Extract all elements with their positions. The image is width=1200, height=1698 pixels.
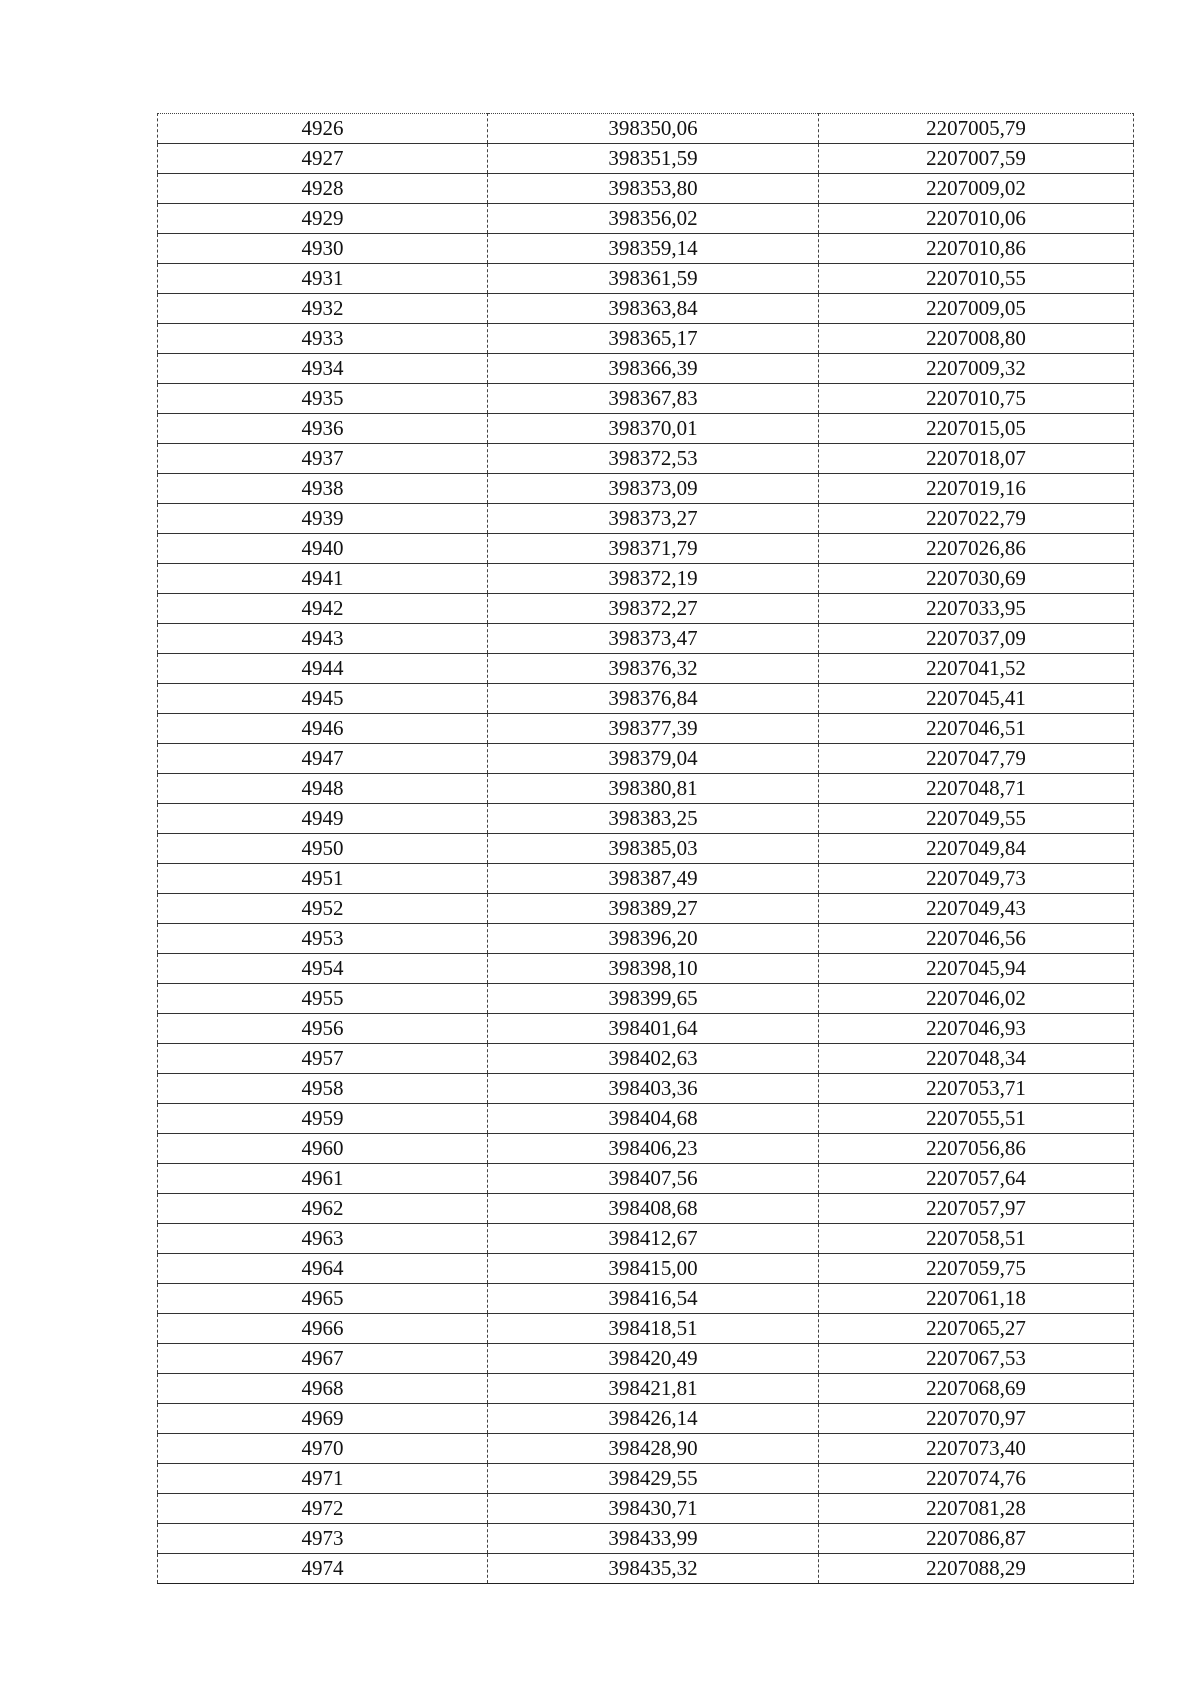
table-row bbox=[158, 654, 1134, 684]
x-coordinate-cell: 398370,01 bbox=[488, 414, 819, 444]
x-coordinate-cell: 398416,54 bbox=[488, 1284, 819, 1314]
x-coordinate-cell: 398398,10 bbox=[488, 954, 819, 984]
table-row bbox=[158, 1194, 1134, 1224]
point-number-cell: 4929 bbox=[158, 204, 488, 234]
x-coordinate-cell: 398387,49 bbox=[488, 864, 819, 894]
x-coordinate-cell: 398372,19 bbox=[488, 564, 819, 594]
table-row bbox=[158, 114, 1134, 144]
y-coordinate-cell: 2207061,18 bbox=[819, 1284, 1134, 1314]
y-coordinate-cell: 2207045,41 bbox=[819, 684, 1134, 714]
y-coordinate-cell: 2207041,52 bbox=[819, 654, 1134, 684]
y-coordinate-cell: 2207073,40 bbox=[819, 1434, 1134, 1464]
x-coordinate-cell: 398430,71 bbox=[488, 1494, 819, 1524]
y-coordinate-cell: 2207010,55 bbox=[819, 264, 1134, 294]
x-coordinate-cell: 398356,02 bbox=[488, 204, 819, 234]
y-coordinate-cell: 2207022,79 bbox=[819, 504, 1134, 534]
y-coordinate-cell: 2207046,51 bbox=[819, 714, 1134, 744]
point-number-cell: 4928 bbox=[158, 174, 488, 204]
y-coordinate-cell: 2207055,51 bbox=[819, 1104, 1134, 1134]
table-row bbox=[158, 1134, 1134, 1164]
y-coordinate-cell: 2207086,87 bbox=[819, 1524, 1134, 1554]
table-row bbox=[158, 414, 1134, 444]
point-number-cell: 4966 bbox=[158, 1314, 488, 1344]
x-coordinate-cell: 398373,27 bbox=[488, 504, 819, 534]
x-coordinate-cell: 398426,14 bbox=[488, 1404, 819, 1434]
point-number-cell: 4954 bbox=[158, 954, 488, 984]
table-row bbox=[158, 1344, 1134, 1374]
x-coordinate-cell: 398408,68 bbox=[488, 1194, 819, 1224]
point-number-cell: 4934 bbox=[158, 354, 488, 384]
y-coordinate-cell: 2207018,07 bbox=[819, 444, 1134, 474]
y-coordinate-cell: 2207049,43 bbox=[819, 894, 1134, 924]
y-coordinate-cell: 2207045,94 bbox=[819, 954, 1134, 984]
y-coordinate-cell: 2207058,51 bbox=[819, 1224, 1134, 1254]
table-row bbox=[158, 804, 1134, 834]
x-coordinate-cell: 398412,67 bbox=[488, 1224, 819, 1254]
y-coordinate-cell: 2207015,05 bbox=[819, 414, 1134, 444]
y-coordinate-cell: 2207033,95 bbox=[819, 594, 1134, 624]
y-coordinate-cell: 2207048,34 bbox=[819, 1044, 1134, 1074]
table-row bbox=[158, 1104, 1134, 1134]
point-number-cell: 4956 bbox=[158, 1014, 488, 1044]
point-number-cell: 4969 bbox=[158, 1404, 488, 1434]
point-number-cell: 4964 bbox=[158, 1254, 488, 1284]
x-coordinate-cell: 398351,59 bbox=[488, 144, 819, 174]
table-row bbox=[158, 264, 1134, 294]
table-row bbox=[158, 1404, 1134, 1434]
point-number-cell: 4938 bbox=[158, 474, 488, 504]
y-coordinate-cell: 2207026,86 bbox=[819, 534, 1134, 564]
y-coordinate-cell: 2207065,27 bbox=[819, 1314, 1134, 1344]
x-coordinate-cell: 398373,09 bbox=[488, 474, 819, 504]
point-number-cell: 4947 bbox=[158, 744, 488, 774]
point-number-cell: 4941 bbox=[158, 564, 488, 594]
x-coordinate-cell: 398366,39 bbox=[488, 354, 819, 384]
x-coordinate-cell: 398418,51 bbox=[488, 1314, 819, 1344]
x-coordinate-cell: 398373,47 bbox=[488, 624, 819, 654]
point-number-cell: 4960 bbox=[158, 1134, 488, 1164]
x-coordinate-cell: 398401,64 bbox=[488, 1014, 819, 1044]
x-coordinate-cell: 398380,81 bbox=[488, 774, 819, 804]
point-number-cell: 4930 bbox=[158, 234, 488, 264]
y-coordinate-cell: 2207074,76 bbox=[819, 1464, 1134, 1494]
point-number-cell: 4940 bbox=[158, 534, 488, 564]
table-row bbox=[158, 1374, 1134, 1404]
point-number-cell: 4961 bbox=[158, 1164, 488, 1194]
table-row bbox=[158, 984, 1134, 1014]
table-row bbox=[158, 1494, 1134, 1524]
point-number-cell: 4948 bbox=[158, 774, 488, 804]
point-number-cell: 4953 bbox=[158, 924, 488, 954]
x-coordinate-cell: 398407,56 bbox=[488, 1164, 819, 1194]
y-coordinate-cell: 2207057,97 bbox=[819, 1194, 1134, 1224]
point-number-cell: 4950 bbox=[158, 834, 488, 864]
y-coordinate-cell: 2207007,59 bbox=[819, 144, 1134, 174]
x-coordinate-cell: 398435,32 bbox=[488, 1554, 819, 1584]
point-number-cell: 4931 bbox=[158, 264, 488, 294]
table-row bbox=[158, 1254, 1134, 1284]
x-coordinate-cell: 398377,39 bbox=[488, 714, 819, 744]
x-coordinate-cell: 398389,27 bbox=[488, 894, 819, 924]
y-coordinate-cell: 2207047,79 bbox=[819, 744, 1134, 774]
y-coordinate-cell: 2207053,71 bbox=[819, 1074, 1134, 1104]
x-coordinate-cell: 398415,00 bbox=[488, 1254, 819, 1284]
x-coordinate-cell: 398353,80 bbox=[488, 174, 819, 204]
y-coordinate-cell: 2207049,73 bbox=[819, 864, 1134, 894]
point-number-cell: 4935 bbox=[158, 384, 488, 414]
point-number-cell: 4927 bbox=[158, 144, 488, 174]
x-coordinate-cell: 398379,04 bbox=[488, 744, 819, 774]
y-coordinate-cell: 2207046,56 bbox=[819, 924, 1134, 954]
table-row bbox=[158, 354, 1134, 384]
x-coordinate-cell: 398383,25 bbox=[488, 804, 819, 834]
x-coordinate-cell: 398421,81 bbox=[488, 1374, 819, 1404]
x-coordinate-cell: 398428,90 bbox=[488, 1434, 819, 1464]
y-coordinate-cell: 2207019,16 bbox=[819, 474, 1134, 504]
point-number-cell: 4945 bbox=[158, 684, 488, 714]
x-coordinate-cell: 398420,49 bbox=[488, 1344, 819, 1374]
x-coordinate-cell: 398376,84 bbox=[488, 684, 819, 714]
x-coordinate-cell: 398371,79 bbox=[488, 534, 819, 564]
y-coordinate-cell: 2207009,32 bbox=[819, 354, 1134, 384]
y-coordinate-cell: 2207048,71 bbox=[819, 774, 1134, 804]
point-number-cell: 4972 bbox=[158, 1494, 488, 1524]
table-row bbox=[158, 744, 1134, 774]
y-coordinate-cell: 2207068,69 bbox=[819, 1374, 1134, 1404]
y-coordinate-cell: 2207010,86 bbox=[819, 234, 1134, 264]
table-row bbox=[158, 684, 1134, 714]
point-number-cell: 4962 bbox=[158, 1194, 488, 1224]
x-coordinate-cell: 398372,53 bbox=[488, 444, 819, 474]
y-coordinate-cell: 2207067,53 bbox=[819, 1344, 1134, 1374]
table-row bbox=[158, 564, 1134, 594]
y-coordinate-cell: 2207009,05 bbox=[819, 294, 1134, 324]
coordinates-table-body bbox=[158, 114, 1134, 1584]
table-row bbox=[158, 714, 1134, 744]
point-number-cell: 4936 bbox=[158, 414, 488, 444]
point-number-cell: 4943 bbox=[158, 624, 488, 654]
x-coordinate-cell: 398363,84 bbox=[488, 294, 819, 324]
x-coordinate-cell: 398402,63 bbox=[488, 1044, 819, 1074]
x-coordinate-cell: 398433,99 bbox=[488, 1524, 819, 1554]
point-number-cell: 4958 bbox=[158, 1074, 488, 1104]
y-coordinate-cell: 2207081,28 bbox=[819, 1494, 1134, 1524]
table-row bbox=[158, 1284, 1134, 1314]
table-row bbox=[158, 1554, 1134, 1584]
x-coordinate-cell: 398367,83 bbox=[488, 384, 819, 414]
coordinates-table bbox=[157, 113, 1134, 1584]
y-coordinate-cell: 2207005,79 bbox=[819, 114, 1134, 144]
x-coordinate-cell: 398372,27 bbox=[488, 594, 819, 624]
table-row bbox=[158, 144, 1134, 174]
y-coordinate-cell: 2207088,29 bbox=[819, 1554, 1134, 1584]
table-row bbox=[158, 1164, 1134, 1194]
point-number-cell: 4974 bbox=[158, 1554, 488, 1584]
point-number-cell: 4933 bbox=[158, 324, 488, 354]
table-row bbox=[158, 504, 1134, 534]
table-row bbox=[158, 1434, 1134, 1464]
table-row bbox=[158, 1224, 1134, 1254]
x-coordinate-cell: 398350,06 bbox=[488, 114, 819, 144]
x-coordinate-cell: 398429,55 bbox=[488, 1464, 819, 1494]
table-row bbox=[158, 1524, 1134, 1554]
table-row bbox=[158, 924, 1134, 954]
table-row bbox=[158, 1464, 1134, 1494]
table-row bbox=[158, 534, 1134, 564]
point-number-cell: 4952 bbox=[158, 894, 488, 924]
table-row bbox=[158, 834, 1134, 864]
point-number-cell: 4959 bbox=[158, 1104, 488, 1134]
table-row bbox=[158, 624, 1134, 654]
table-row bbox=[158, 864, 1134, 894]
table-row bbox=[158, 384, 1134, 414]
table-row bbox=[158, 1314, 1134, 1344]
point-number-cell: 4926 bbox=[158, 114, 488, 144]
table-row bbox=[158, 594, 1134, 624]
point-number-cell: 4957 bbox=[158, 1044, 488, 1074]
table-row bbox=[158, 954, 1134, 984]
point-number-cell: 4942 bbox=[158, 594, 488, 624]
table-row bbox=[158, 774, 1134, 804]
point-number-cell: 4932 bbox=[158, 294, 488, 324]
point-number-cell: 4949 bbox=[158, 804, 488, 834]
table-row bbox=[158, 324, 1134, 354]
point-number-cell: 4937 bbox=[158, 444, 488, 474]
table-row bbox=[158, 444, 1134, 474]
point-number-cell: 4951 bbox=[158, 864, 488, 894]
x-coordinate-cell: 398385,03 bbox=[488, 834, 819, 864]
point-number-cell: 4971 bbox=[158, 1464, 488, 1494]
table-row bbox=[158, 234, 1134, 264]
y-coordinate-cell: 2207037,09 bbox=[819, 624, 1134, 654]
x-coordinate-cell: 398365,17 bbox=[488, 324, 819, 354]
x-coordinate-cell: 398399,65 bbox=[488, 984, 819, 1014]
point-number-cell: 4946 bbox=[158, 714, 488, 744]
point-number-cell: 4970 bbox=[158, 1434, 488, 1464]
y-coordinate-cell: 2207070,97 bbox=[819, 1404, 1134, 1434]
table-row bbox=[158, 1044, 1134, 1074]
y-coordinate-cell: 2207010,75 bbox=[819, 384, 1134, 414]
table-row bbox=[158, 1074, 1134, 1104]
y-coordinate-cell: 2207010,06 bbox=[819, 204, 1134, 234]
table-row bbox=[158, 1014, 1134, 1044]
y-coordinate-cell: 2207008,80 bbox=[819, 324, 1134, 354]
x-coordinate-cell: 398396,20 bbox=[488, 924, 819, 954]
x-coordinate-cell: 398403,36 bbox=[488, 1074, 819, 1104]
table-row bbox=[158, 204, 1134, 234]
y-coordinate-cell: 2207030,69 bbox=[819, 564, 1134, 594]
x-coordinate-cell: 398404,68 bbox=[488, 1104, 819, 1134]
point-number-cell: 4968 bbox=[158, 1374, 488, 1404]
y-coordinate-cell: 2207056,86 bbox=[819, 1134, 1134, 1164]
y-coordinate-cell: 2207009,02 bbox=[819, 174, 1134, 204]
point-number-cell: 4955 bbox=[158, 984, 488, 1014]
x-coordinate-cell: 398406,23 bbox=[488, 1134, 819, 1164]
x-coordinate-cell: 398361,59 bbox=[488, 264, 819, 294]
table-row bbox=[158, 474, 1134, 504]
y-coordinate-cell: 2207049,55 bbox=[819, 804, 1134, 834]
table-row bbox=[158, 894, 1134, 924]
x-coordinate-cell: 398376,32 bbox=[488, 654, 819, 684]
table-row bbox=[158, 174, 1134, 204]
y-coordinate-cell: 2207057,64 bbox=[819, 1164, 1134, 1194]
y-coordinate-cell: 2207059,75 bbox=[819, 1254, 1134, 1284]
point-number-cell: 4963 bbox=[158, 1224, 488, 1254]
point-number-cell: 4965 bbox=[158, 1284, 488, 1314]
table-row bbox=[158, 294, 1134, 324]
y-coordinate-cell: 2207049,84 bbox=[819, 834, 1134, 864]
y-coordinate-cell: 2207046,02 bbox=[819, 984, 1134, 1014]
point-number-cell: 4967 bbox=[158, 1344, 488, 1374]
y-coordinate-cell: 2207046,93 bbox=[819, 1014, 1134, 1044]
x-coordinate-cell: 398359,14 bbox=[488, 234, 819, 264]
point-number-cell: 4973 bbox=[158, 1524, 488, 1554]
point-number-cell: 4939 bbox=[158, 504, 488, 534]
point-number-cell: 4944 bbox=[158, 654, 488, 684]
